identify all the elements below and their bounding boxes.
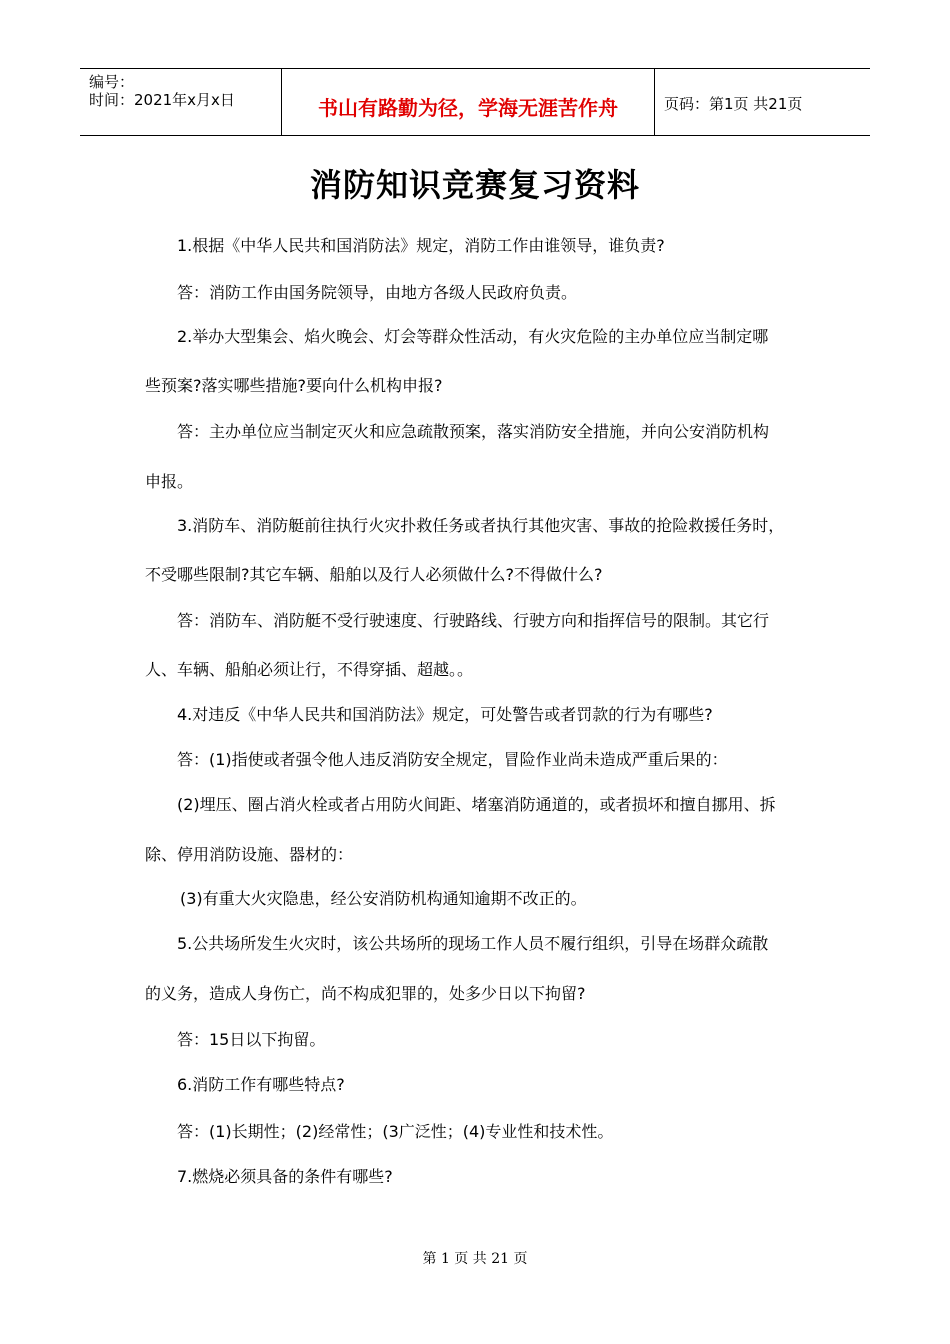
body-line: 申报。 — [145, 472, 194, 491]
header-page-info: 页码：第1页 共21页 — [664, 95, 803, 113]
body-line: 1.根据《中华人民共和国消防法》规定，消防工作由谁领导，谁负责? — [177, 236, 665, 255]
header-middle-cell — [282, 69, 655, 135]
body-line: 7.燃烧必须具备的条件有哪些? — [177, 1167, 393, 1186]
header-motto: 书山有路勤为径，学海无涯苦作舟 — [318, 96, 618, 120]
header-right-cell — [655, 69, 870, 135]
body-line: (2)埋压、圈占消火栓或者占用防火间距、堵塞消防通道的，或者损坏和擅自挪用、拆 — [177, 795, 776, 814]
document-header — [80, 68, 870, 136]
document-time-label: 时间：2021年x月x日 — [89, 91, 235, 109]
body-line: 些预案?落实哪些措施?要向什么机构申报? — [145, 376, 443, 395]
document-title: 消防知识竞赛复习资料 — [309, 166, 640, 204]
body-line: 不受哪些限制?其它车辆、船舶以及行人必须做什么?不得做什么? — [145, 565, 603, 584]
body-line: 6.消防工作有哪些特点? — [177, 1075, 345, 1094]
body-line: 答：消防车、消防艇不受行驶速度、行驶路线、行驶方向和指挥信号的限制。其它行 — [177, 611, 770, 630]
body-line: 的义务，造成人身伤亡，尚不构成犯罪的，处多少日以下拘留? — [145, 984, 586, 1003]
page-footer: 第 1 页 共 21 页 — [422, 1251, 528, 1267]
body-line: 答：消防工作由国务院领导，由地方各级人民政府负责。 — [177, 283, 578, 302]
body-line: 答：(1)长期性；(2)经常性；(3广泛性；(4)专业性和技术性。 — [177, 1122, 614, 1141]
body-line: 2.举办大型集会、焰火晚会、灯会等群众性活动，有火灾危险的主办单位应当制定哪 — [177, 327, 769, 346]
body-line: 3.消防车、消防艇前往执行火灾扑救任务或者执行其他灾害、事故的抢险救援任务时， — [177, 516, 785, 535]
body-line: 5.公共场所发生火灾时，该公共场所的现场工作人员不履行组织，引导在场群众疏散 — [177, 934, 769, 953]
header-left-cell — [80, 69, 282, 135]
body-line: 人、车辆、船舶必须让行，不得穿插、超越。。 — [145, 660, 474, 679]
body-line: (3)有重大火灾隐患，经公安消防机构通知逾期不改正的。 — [180, 889, 587, 908]
body-line: 4.对违反《中华人民共和国消防法》规定，可处警告或者罚款的行为有哪些? — [177, 705, 713, 724]
body-line: 答：主办单位应当制定灭火和应急疏散预案，落实消防安全措施，并向公安消防机构 — [177, 422, 770, 441]
body-line: 答：15日以下拘留。 — [177, 1030, 326, 1049]
body-line: 除、停用消防设施、器材的： — [145, 845, 354, 864]
document-number-label: 编号： — [89, 73, 135, 91]
body-line: 答：(1)指使或者强令他人违反消防安全规定，冒险作业尚未造成严重后果的： — [177, 750, 728, 769]
